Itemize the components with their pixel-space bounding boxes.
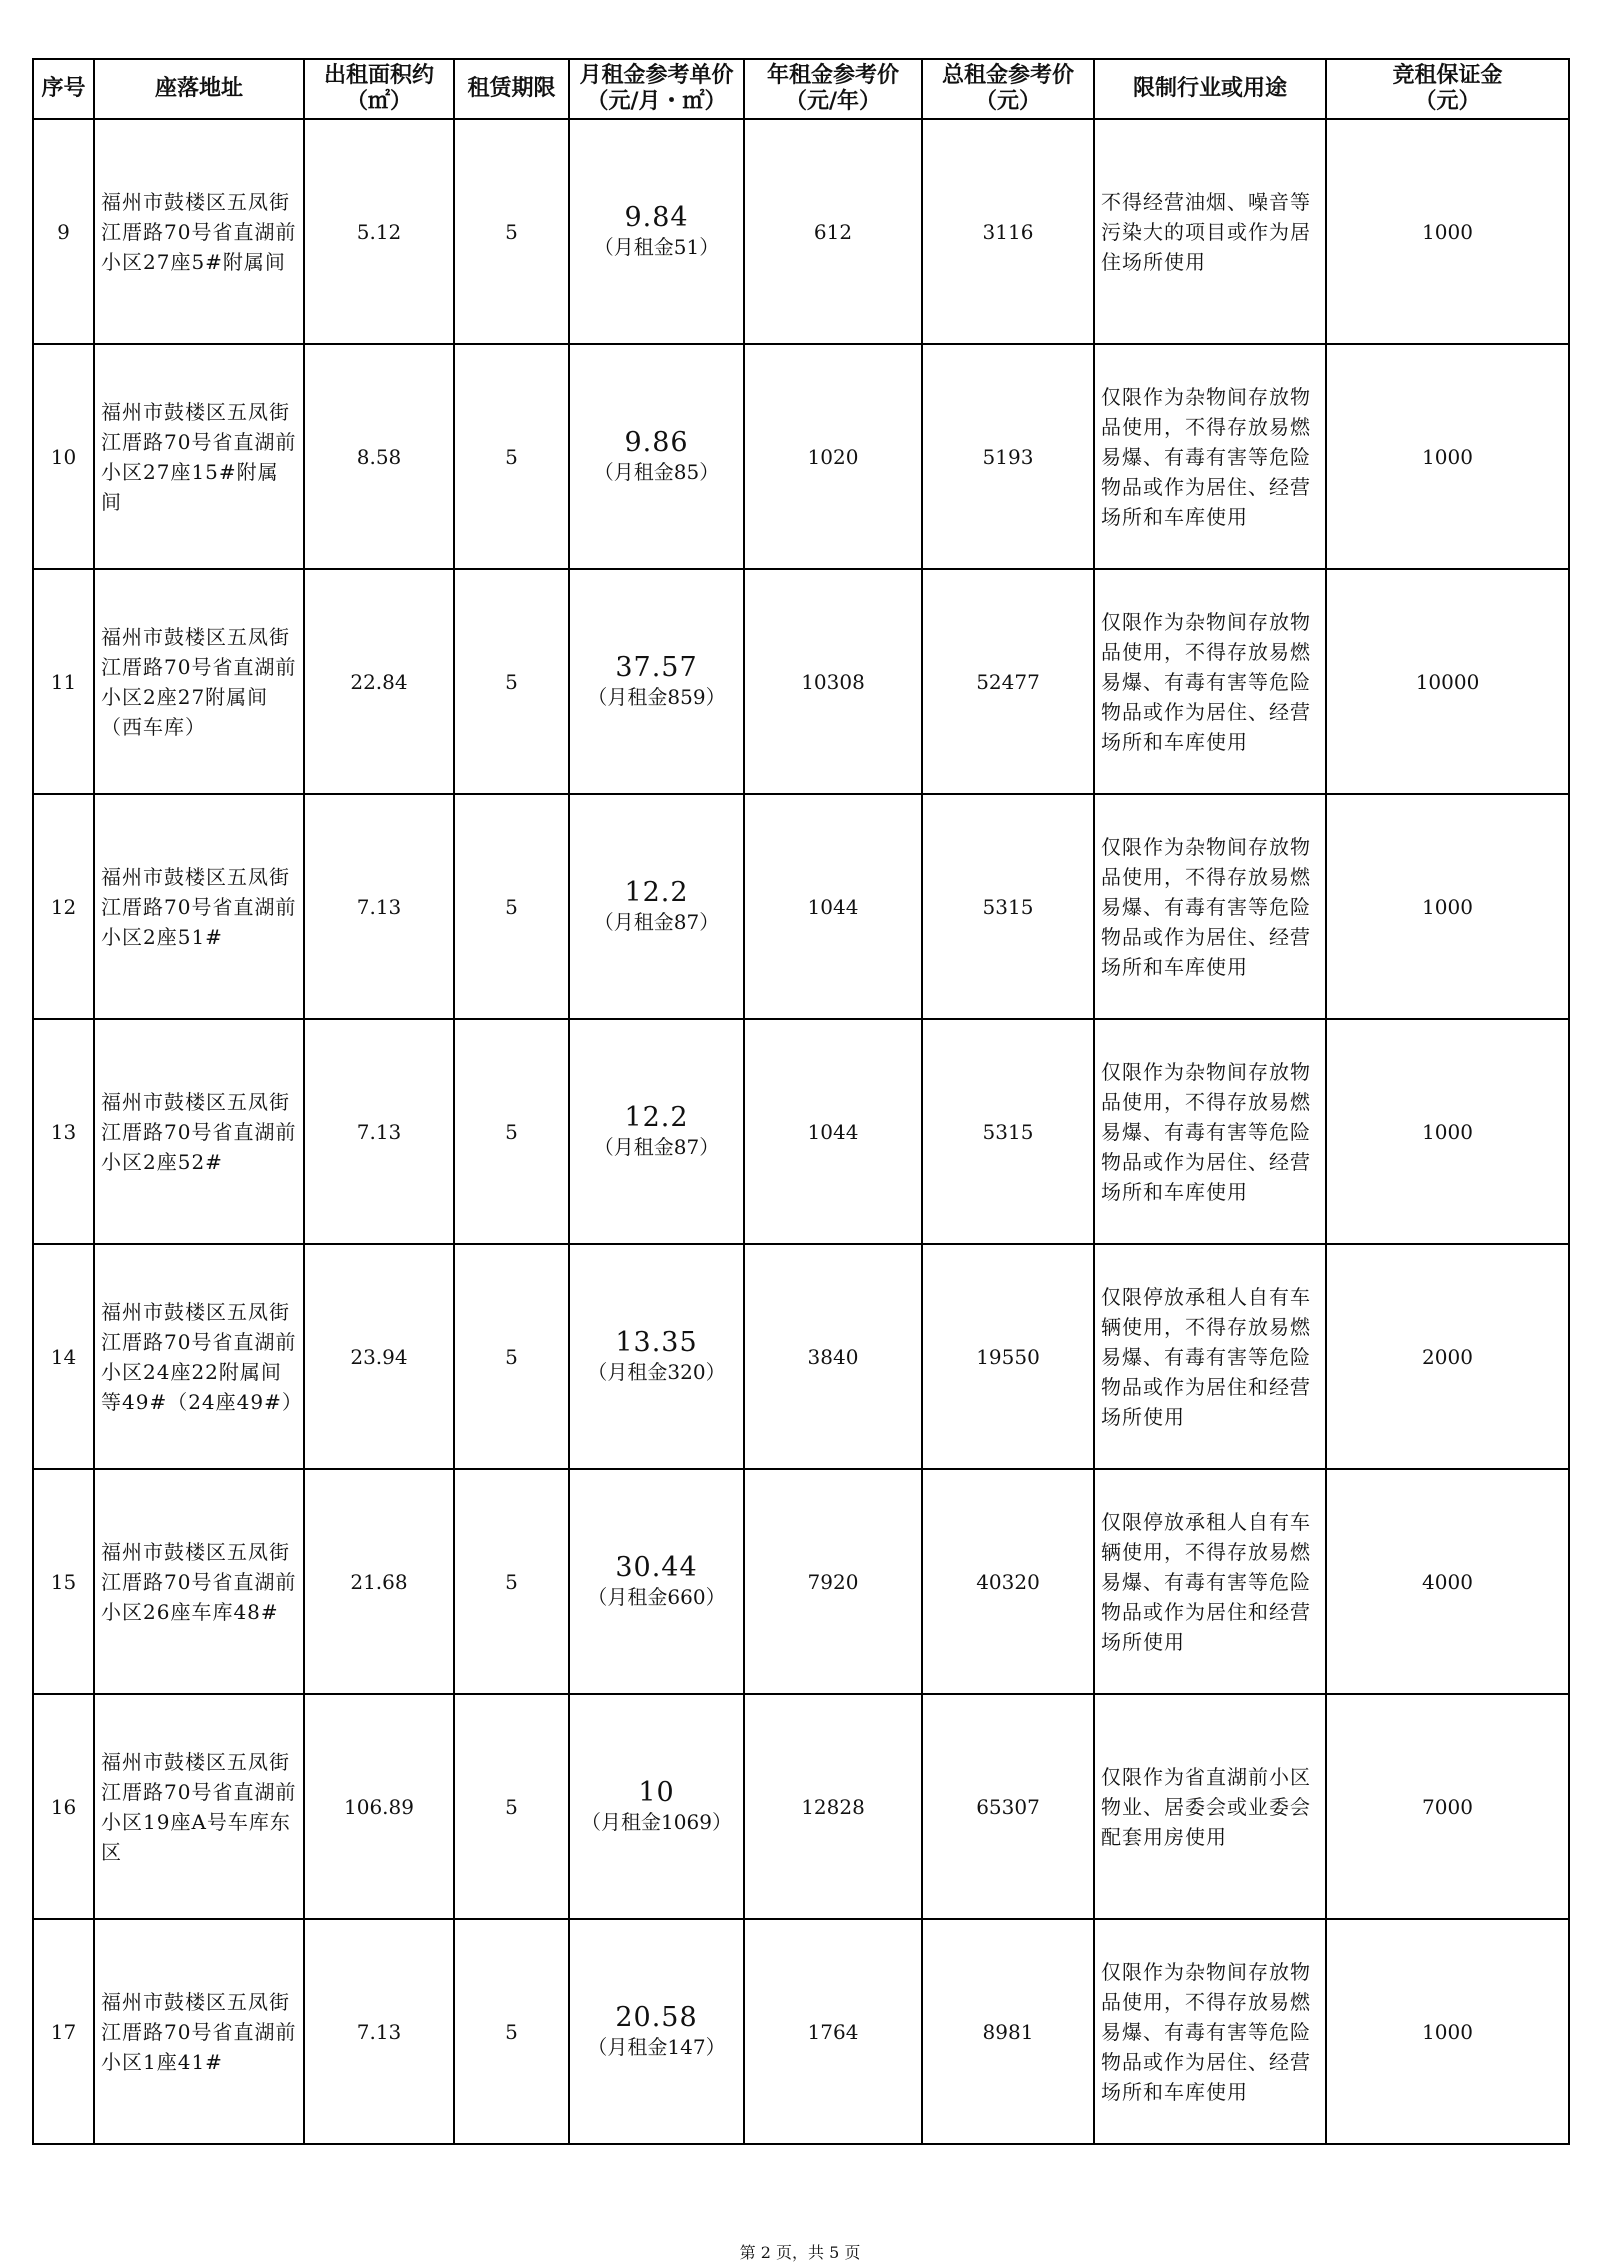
cell-area: 7.13 [304,794,454,1019]
cell-deposit: 2000 [1326,1244,1569,1469]
cell-area: 8.58 [304,344,454,569]
cell-total-rent: 3116 [922,119,1094,344]
cell-deposit: 10000 [1326,569,1569,794]
cell-address: 福州市鼓楼区五凤街江厝路70号省直湖前小区2座27附属间（西车库） [94,569,304,794]
cell-address: 福州市鼓楼区五凤街江厝路70号省直湖前小区19座A号车库东区 [94,1694,304,1919]
cell-deposit: 1000 [1326,1919,1569,2144]
cell-annual-rent: 1044 [744,794,922,1019]
cell-restriction: 仅限作为省直湖前小区物业、居委会或业委会配套用房使用 [1094,1694,1326,1919]
unit-price-value: 20.58 [615,2002,698,2033]
cell-no: 9 [33,119,94,344]
cell-area: 22.84 [304,569,454,794]
cell-restriction: 仅限作为杂物间存放物品使用，不得存放易燃易爆、有毒有害等危险物品或作为居住、经营场所和车库使用 [1094,569,1326,794]
cell-unit-price [569,1019,744,1244]
cell-restriction: 仅限作为杂物间存放物品使用，不得存放易燃易爆、有毒有害等危险物品或作为居住、经营场所和车库使用 [1094,344,1326,569]
unit-price-value: 30.44 [615,1552,698,1583]
cell-no: 12 [33,794,94,1019]
cell-restriction: 仅限作为杂物间存放物品使用，不得存放易燃易爆、有毒有害等危险物品或作为居住、经营场所和车库使用 [1094,1019,1326,1244]
cell-term: 5 [454,344,569,569]
cell-total-rent: 52477 [922,569,1094,794]
cell-address: 福州市鼓楼区五凤街江厝路70号省直湖前小区1座41# [94,1919,304,2144]
cell-deposit: 4000 [1326,1469,1569,1694]
table-row [33,1019,1569,1244]
cell-unit-price [569,569,744,794]
header-area: 出租面积约 （㎡） [304,59,454,119]
cell-annual-rent: 10308 [744,569,922,794]
cell-annual-rent: 612 [744,119,922,344]
cell-annual-rent: 7920 [744,1469,922,1694]
monthly-rent-note: （月租金660） [587,1585,726,1609]
cell-annual-rent: 12828 [744,1694,922,1919]
cell-term: 5 [454,569,569,794]
cell-no: 16 [33,1694,94,1919]
cell-area: 7.13 [304,1019,454,1244]
cell-restriction: 仅限作为杂物间存放物品使用，不得存放易燃易爆、有毒有害等危险物品或作为居住、经营场所和车库使用 [1094,1919,1326,2144]
unit-price-value: 13.35 [615,1327,698,1358]
cell-total-rent: 40320 [922,1469,1094,1694]
cell-deposit: 1000 [1326,119,1569,344]
cell-unit-price [569,1469,744,1694]
cell-no: 14 [33,1244,94,1469]
cell-restriction: 不得经营油烟、噪音等污染大的项目或作为居住场所使用 [1094,119,1326,344]
cell-area: 21.68 [304,1469,454,1694]
table-row [33,1469,1569,1694]
monthly-rent-note: （月租金85） [593,460,720,484]
cell-address: 福州市鼓楼区五凤街江厝路70号省直湖前小区26座车库48# [94,1469,304,1694]
page-number: 第 2 页，共 5 页 [739,2243,861,2262]
monthly-rent-note: （月租金87） [593,1135,720,1159]
monthly-rent-note: （月租金87） [593,910,720,934]
cell-unit-price [569,1919,744,2144]
header-annual-rent: 年租金参考价 （元/年） [744,59,922,119]
cell-area: 7.13 [304,1919,454,2144]
cell-address: 福州市鼓楼区五凤街江厝路70号省直湖前小区24座22附属间等49#（24座49#） [94,1244,304,1469]
cell-address: 福州市鼓楼区五凤街江厝路70号省直湖前小区27座5#附属间 [94,119,304,344]
cell-annual-rent: 1020 [744,344,922,569]
cell-deposit: 7000 [1326,1694,1569,1919]
header-unit-price: 月租金参考单价 （元/月・㎡） [569,59,744,119]
cell-no: 10 [33,344,94,569]
header-restriction: 限制行业或用途 [1094,59,1326,119]
cell-area: 106.89 [304,1694,454,1919]
header-term: 租赁期限 [454,59,569,119]
cell-address: 福州市鼓楼区五凤街江厝路70号省直湖前小区27座15#附属间 [94,344,304,569]
cell-unit-price [569,344,744,569]
cell-total-rent: 8981 [922,1919,1094,2144]
table-row [33,1244,1569,1469]
monthly-rent-note: （月租金147） [587,2035,726,2059]
table-header-row [33,59,1569,119]
unit-price-value: 37.57 [615,652,698,683]
cell-deposit: 1000 [1326,1019,1569,1244]
table-row [33,569,1569,794]
cell-term: 5 [454,1919,569,2144]
header-no: 序号 [33,59,94,119]
table-row [33,1919,1569,2144]
unit-price-value: 9.84 [624,202,689,233]
cell-total-rent: 19550 [922,1244,1094,1469]
table-row [33,344,1569,569]
cell-total-rent: 5193 [922,344,1094,569]
cell-area: 23.94 [304,1244,454,1469]
cell-no: 15 [33,1469,94,1694]
cell-address: 福州市鼓楼区五凤街江厝路70号省直湖前小区2座52# [94,1019,304,1244]
table-row [33,1694,1569,1919]
cell-unit-price [569,119,744,344]
table-row [33,794,1569,1019]
cell-annual-rent: 1764 [744,1919,922,2144]
cell-total-rent: 5315 [922,794,1094,1019]
cell-restriction: 仅限作为杂物间存放物品使用，不得存放易燃易爆、有毒有害等危险物品或作为居住、经营场所和车库使用 [1094,794,1326,1019]
cell-annual-rent: 1044 [744,1019,922,1244]
cell-unit-price [569,1244,744,1469]
cell-no: 17 [33,1919,94,2144]
cell-term: 5 [454,119,569,344]
cell-restriction: 仅限停放承租人自有车辆使用，不得存放易燃易爆、有毒有害等危险物品或作为居住和经营场所使用 [1094,1244,1326,1469]
header-address: 座落地址 [94,59,304,119]
cell-deposit: 1000 [1326,344,1569,569]
cell-term: 5 [454,794,569,1019]
monthly-rent-note: （月租金1069） [581,1810,732,1834]
cell-term: 5 [454,1694,569,1919]
rental-listing-table [32,58,1570,2145]
cell-term: 5 [454,1469,569,1694]
monthly-rent-note: （月租金859） [587,685,726,709]
cell-unit-price [569,794,744,1019]
cell-no: 11 [33,569,94,794]
cell-area: 5.12 [304,119,454,344]
unit-price-value: 12.2 [624,1102,689,1133]
header-total-rent: 总租金参考价 （元） [922,59,1094,119]
table-row [33,119,1569,344]
cell-address: 福州市鼓楼区五凤街江厝路70号省直湖前小区2座51# [94,794,304,1019]
monthly-rent-note: （月租金51） [593,235,720,259]
cell-deposit: 1000 [1326,794,1569,1019]
unit-price-value: 12.2 [624,877,689,908]
cell-restriction: 仅限停放承租人自有车辆使用，不得存放易燃易爆、有毒有害等危险物品或作为居住和经营场所使用 [1094,1469,1326,1694]
cell-total-rent: 5315 [922,1019,1094,1244]
header-deposit: 竞租保证金 （元） [1326,59,1569,119]
cell-no: 13 [33,1019,94,1244]
monthly-rent-note: （月租金320） [587,1360,726,1384]
unit-price-value: 9.86 [624,427,689,458]
cell-unit-price [569,1694,744,1919]
cell-term: 5 [454,1244,569,1469]
unit-price-value: 10 [638,1777,675,1808]
cell-annual-rent: 3840 [744,1244,922,1469]
cell-term: 5 [454,1019,569,1244]
cell-total-rent: 65307 [922,1694,1094,1919]
